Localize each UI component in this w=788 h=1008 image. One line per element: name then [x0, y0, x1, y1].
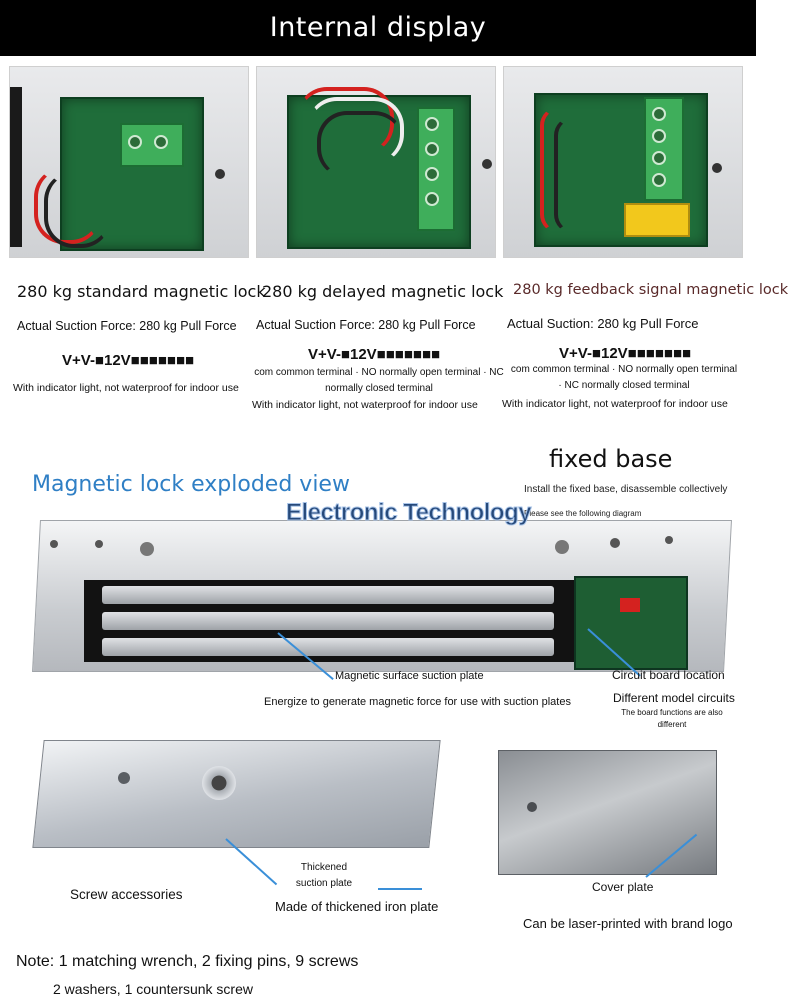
product-note-standard: With indicator light, not waterproof for indoor use — [13, 382, 239, 394]
screw-accessories-label: Screw accessories — [70, 887, 183, 902]
page-title: Internal display — [269, 12, 487, 43]
laser-logo-label: Can be laser-printed with brand logo — [523, 916, 733, 931]
cover-plate-label: Cover plate — [592, 880, 654, 894]
product-note-delayed: With indicator light, not waterproof for indoor use — [252, 399, 478, 411]
product-force-standard: Actual Suction Force: 280 kg Pull Force — [17, 319, 237, 333]
mount-hole-icon — [665, 536, 673, 544]
product-title-feedback: 280 kg feedback signal magnetic lock — [513, 282, 788, 298]
mount-hole-icon — [140, 542, 154, 556]
thickened-plate-label: Thickened suction plate — [295, 862, 353, 889]
mount-hole-icon — [555, 540, 569, 554]
mount-hole-icon — [50, 540, 58, 548]
product-force-feedback: Actual Suction: 280 kg Pull Force — [507, 316, 699, 331]
exploded-view-title: Magnetic lock exploded view — [32, 472, 350, 497]
mount-hole-icon — [610, 538, 620, 548]
product-photo-standard — [9, 66, 249, 258]
cover-plate — [498, 750, 717, 875]
footer-note-line1: Note: 1 matching wrench, 2 fixing pins, 9 screws — [16, 953, 359, 970]
wire-icon — [620, 598, 640, 612]
cover-plate-hole-icon — [527, 802, 537, 812]
product-voltage-delayed: V+V-■12V■■■■■■■ — [308, 346, 441, 363]
countersunk-hole-icon — [202, 766, 236, 800]
product-voltage-feedback: V+V-■12V■■■■■■■ — [559, 345, 692, 362]
product-title-delayed: 280 kg delayed magnetic lock — [262, 282, 504, 301]
board-functions-label: The board functions are also different — [621, 708, 723, 729]
product-force-delayed: Actual Suction Force: 280 kg Pull Force — [256, 318, 476, 332]
circuit-board-window — [574, 576, 688, 670]
underline-icon — [378, 888, 422, 890]
energize-label: Energize to generate magnetic force for use with suction plates — [264, 696, 571, 708]
plate-hole-icon — [118, 772, 130, 784]
fixed-base-title: fixed base — [549, 445, 673, 473]
suction-surface-label: Magnetic surface suction plate — [335, 670, 484, 682]
fixed-base-note: Install the fixed base, disassemble collectively — [524, 484, 728, 495]
product-photo-delayed — [256, 66, 496, 258]
different-circuits-label: Different model circuits — [613, 691, 735, 705]
product-title-standard: 280 kg standard magnetic lock — [17, 282, 266, 301]
iron-plate-label: Made of thickened iron plate — [275, 899, 439, 914]
product-terminals-delayed: com common terminal · NO normally open terminal · NC normally closed terminal — [254, 367, 504, 394]
product-terminals-feedback: com common terminal · NO normally open terminal · NC normally closed terminal — [510, 364, 738, 391]
suction-plate — [32, 740, 440, 848]
product-voltage-standard: V+V-■12V■■■■■■■ — [62, 352, 195, 369]
mount-hole-icon — [95, 540, 103, 548]
watermark-text: Electronic Technology — [286, 499, 532, 526]
see-diagram-note: Please see the following diagram — [524, 509, 642, 518]
product-photo-feedback — [503, 66, 743, 258]
circuit-location-label: Circuit board location — [612, 668, 725, 682]
magnetic-surface — [84, 580, 584, 662]
footer-note-line2: 2 washers, 1 countersunk screw — [53, 981, 253, 997]
product-note-feedback: With indicator light, not waterproof for indoor use — [502, 398, 728, 410]
